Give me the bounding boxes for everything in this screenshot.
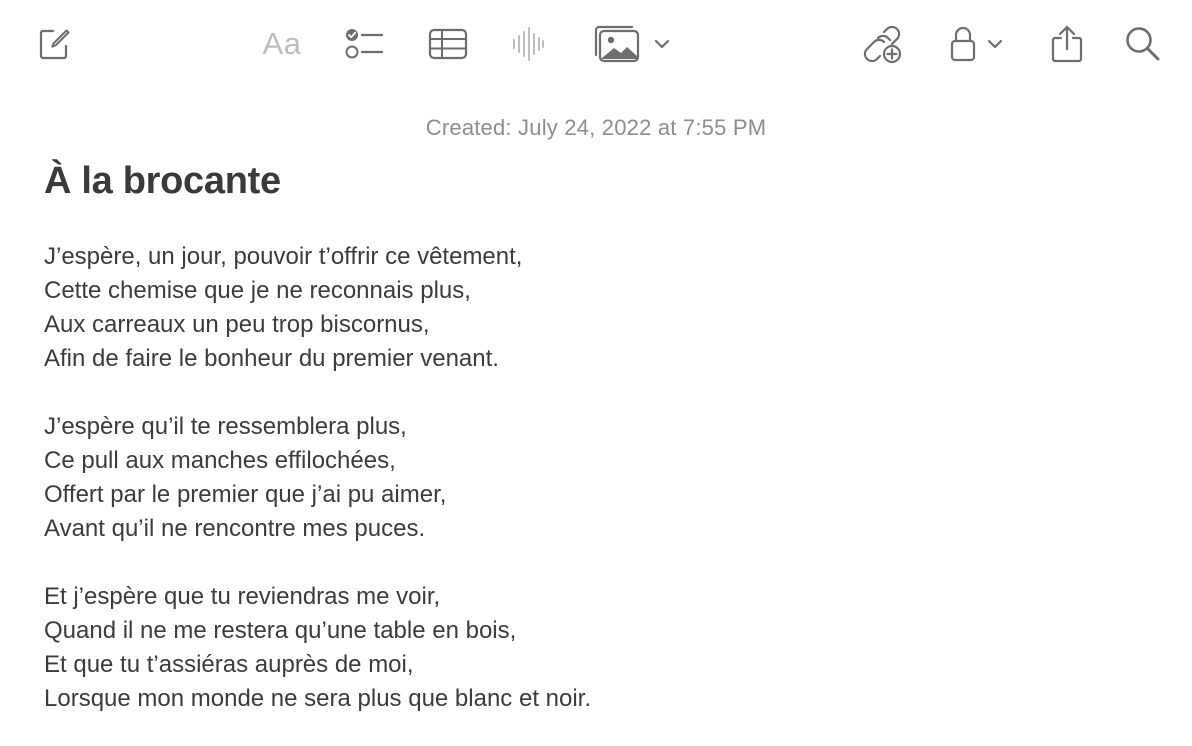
record-audio-button[interactable] bbox=[506, 22, 550, 66]
media-menu-button[interactable] bbox=[590, 22, 674, 66]
note-title[interactable]: À la brocante bbox=[44, 160, 281, 202]
poem-line[interactable]: Quand il ne me restera qu’une table en bois, bbox=[44, 617, 517, 644]
poem-line[interactable]: Et j’espère que tu reviendras me voir, bbox=[44, 583, 441, 610]
collaborate-button[interactable] bbox=[858, 22, 906, 66]
stanza bbox=[44, 410, 1144, 546]
share-icon bbox=[1050, 24, 1084, 64]
link-plus-icon bbox=[860, 24, 904, 64]
waveform-icon bbox=[510, 26, 546, 62]
chevron-down-icon bbox=[987, 38, 1003, 50]
photo-icon bbox=[594, 24, 642, 64]
note-editor[interactable] bbox=[0, 88, 1192, 746]
poem-line[interactable]: Cette chemise que je ne reconnais plus, bbox=[44, 277, 471, 304]
poem-line[interactable]: Ce pull aux manches effilochées, bbox=[44, 447, 396, 474]
poem-line[interactable]: Afin de faire le bonheur du premier venant. bbox=[44, 345, 499, 372]
search-icon bbox=[1124, 25, 1162, 63]
checklist-icon bbox=[344, 26, 386, 62]
stanza bbox=[44, 240, 1144, 376]
lock-menu-button[interactable] bbox=[944, 22, 1008, 66]
note-created-date: Created: July 24, 2022 at 7:55 PM bbox=[425, 115, 767, 140]
poem-line[interactable]: J’espère, un jour, pouvoir t’offrir ce vêtement, bbox=[44, 243, 523, 270]
poem-line[interactable]: Et que tu t’assiéras auprès de moi, bbox=[44, 651, 414, 678]
compose-icon bbox=[37, 26, 73, 62]
checklist-button[interactable] bbox=[340, 22, 390, 66]
new-note-button[interactable] bbox=[34, 22, 76, 66]
format-button[interactable] bbox=[256, 22, 308, 66]
stanza bbox=[44, 580, 1144, 716]
poem-line[interactable]: Avant qu’il ne rencontre mes puces. bbox=[44, 515, 426, 542]
search-button[interactable] bbox=[1120, 22, 1166, 66]
table-icon bbox=[428, 28, 468, 60]
poem-line[interactable]: Aux carreaux un peu trop biscornus, bbox=[44, 311, 430, 338]
lock-icon bbox=[949, 24, 977, 64]
toolbar bbox=[0, 0, 1192, 88]
chevron-down-icon bbox=[654, 38, 670, 50]
table-button[interactable] bbox=[424, 22, 472, 66]
format-label: Aa bbox=[262, 26, 302, 61]
poem-line[interactable]: J’espère qu’il te ressemblera plus, bbox=[44, 413, 407, 440]
poem-line[interactable]: Offert par le premier que j’ai pu aimer, bbox=[44, 481, 447, 508]
share-button[interactable] bbox=[1046, 22, 1088, 66]
note-body[interactable] bbox=[44, 240, 1144, 746]
poem-line[interactable]: Lorsque mon monde ne sera plus que blanc et noir. bbox=[44, 685, 592, 712]
